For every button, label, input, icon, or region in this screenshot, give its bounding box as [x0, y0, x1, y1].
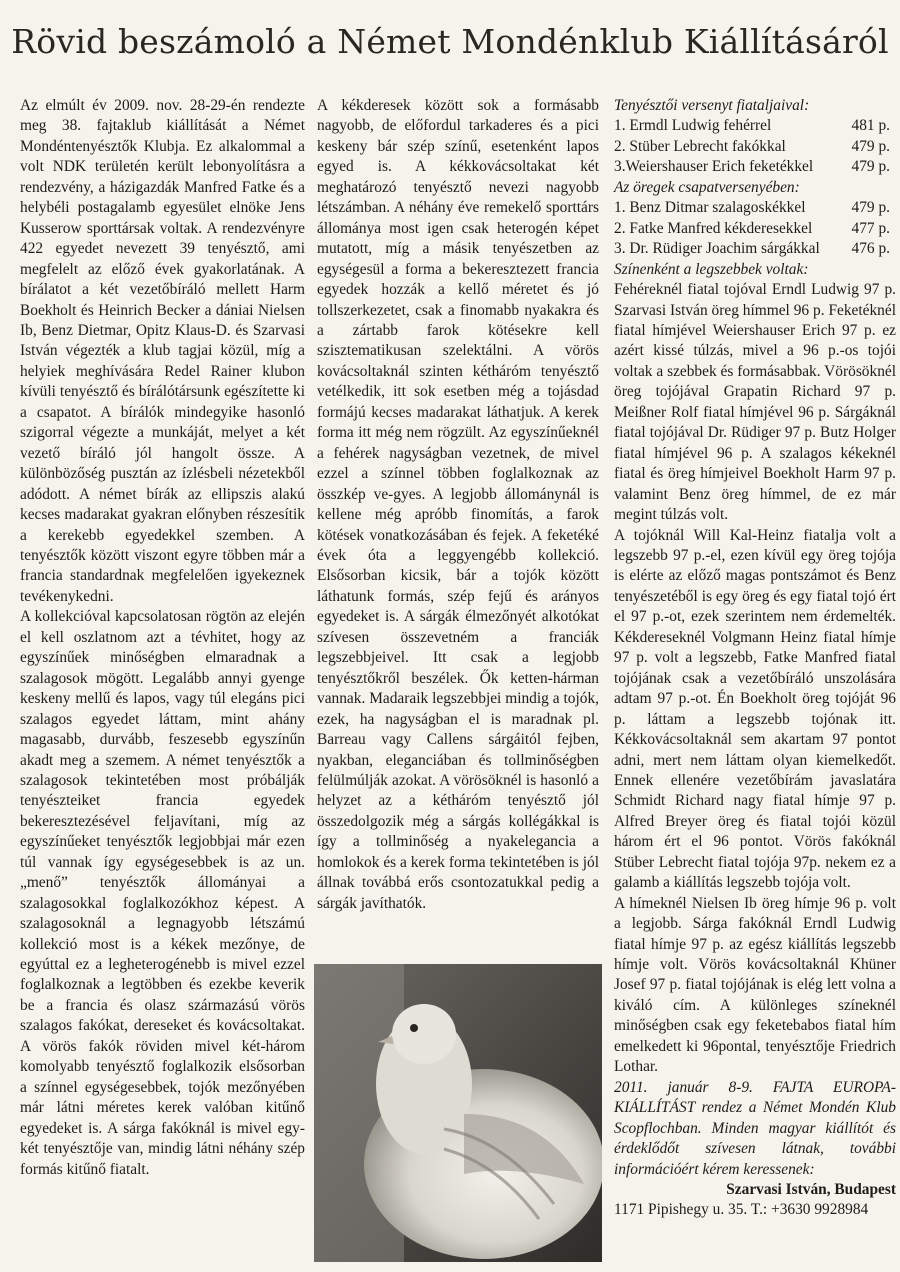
- list-item: 1. Benz Ditmar szalagoskékkel 479 p.: [614, 199, 890, 217]
- article-title: Rövid beszámoló a Német Mondénklub Kiállításáról: [11, 22, 889, 61]
- column-1: [20, 96, 305, 1180]
- column-3: [614, 96, 896, 1221]
- pigeon-photo: [314, 964, 602, 1262]
- list-item: 2. Stüber Lebrecht fakókkal 479 p.: [614, 137, 890, 155]
- author-signature: Szarvasi István, Budapest: [726, 1181, 896, 1199]
- exhibition-notice: 2011. január 8-9. FAJTA EUROPA-KIÁLLÍTÁST rendez a Német Mondén Klub Scopflochban. Minden magyar kiállítót és érdeklődőt szívesen látnak, további információért kérem keressenek:: [614, 1078, 896, 1178]
- paragraph: A tojóknál Will Kal-Heinz fiatalja volt a legszebb 97 p.-el, ezen kívül egy öreg tojója is elérte az előző magas pontszámot és Benz tenyészetéből is egy öreg és egy fiatal tojó ért el 97 p.-ot, ezek szerintem nem érdemelték. Kékdereseknél Volgmann Heinz fiatal hímje 97 p. volt a legszebb, Fatke Manfred fiatal tojójának csak a vezetőbíráló unszolására adtam 97 p.-ot. Én Boekholt öreg tojóját 96 p. láttam a legszebb tojónak itt. Kékkovácsoltaknál sem akartam 97 pontot adni, mert nem láttam olyan kiemelkedőt. Ennek ellenére vezetőbírám javaslatára Schmidt Richard nagy fiatal hímje 97 p. Alfred Breyer öreg és fiatal tojói közül három ért el 96 pontot. Vörös fakóknál Stüber Lebrecht fiatal tojója 97p. nekem ez a galamb a kiállítás legszebb tojója volt.: [614, 526, 896, 892]
- pigeon-illustration: [314, 964, 602, 1262]
- list-item: 2. Fatke Manfred kékderesekkel 477 p.: [614, 219, 890, 237]
- paragraph: A kollekcióval kapcsolatosan rögtön az elején el kell oszlatnom azt a tévhitet, hogy az egyszínűek minőségben elmaradnak a szalagosok mögött. Legalább annyi gyenge keskeny mellű és lapos, vagy túl elegáns pici szalagos egyedet láttam, mint ahány magasabb, durvább, feszesebb egyszínűn akadt meg a szemem. A német tenyésztők a szalagosok tekintetében most próbálják tenyészteiket francia egyedek bekeresztezésével feljavítani, míg az egyszínűeket tenyésztők legjobbjai már ezen túl vannak így egységesebbek is az un. „menő” tenyésztők állományai a szalagosokkal foglalkozókhoz képest. A szalagosoknál a legnagyobb létszámú kollekció most is a kékek mezőnye, de egyúttal ez a legheterogénebb is mivel ezzel foglalkoznak a legtöbben és ezekbe keverik be a francia és olasz származású vörös szalagos fakókat, dereseket és kovácsoltakat. A vörös fakók röviden mivel két-három komolyabb tenyésztő foglalkozik elsősorban a színnel egységesebbek, tojók mezőnyében már látni méretes kerek valóban kitűnő egyedeket is. A sárga fakóknál is mivel egy-két tenyésztője van, mindig látni néhány szép formás kitűnő fiatalt.: [20, 608, 305, 1178]
- young-heading: Tenyésztői versenyt fiataljaival:: [614, 97, 810, 114]
- list-item: 1. Ermdl Ludwig fehérrel 481 p.: [614, 117, 890, 135]
- best-heading: Színenként a legszebbek voltak:: [614, 260, 809, 278]
- paragraph: Az elmúlt év 2009. nov. 28-29-én rendezte meg 38. fajtaklub kiállítását a Német Mondéntenyésztők Klubja. Ez alkalommal a volt NDK területén került lebonyolításra a rendezvény, a házigazdák Manfred Fatke és a helybéli postagalamb egyesület elnöke Jens Kusserow sporttársak voltak. A rendezvényre 422 egyedet nevezett 39 tenyésztő, ami megfelelt az előző évek gyakorlatának. A bírálatot a két vezetőbíráló mellett Harm Boekholt és Heinrich Becker a dániai Nielsen Ib, Benz Dietmar, Opitz Klaus-D. és Szarvasi István végezték a klub tagjai közül, míg a helyiek meghívására Redel Rainer klubon kívüli tenyésztő és bírálótársunk egészítette ki a csapatot. A bírálók mindegyike hasonló szigorral végezte a munkáját, melyet a két vezető bíráló jól hangolt össze. A különbözőség pusztán az ízlésbeli nézetekből adódott. A német bírák az ellipszis alakú kecses madarakat gyakran előnyben részesítik a kerekebb egyedekkel szemben. A tenyésztők között viszont egyre többen már a francia standardnak megfelelően igyekeznek tevékenykedni.: [20, 97, 305, 605]
- paragraph: Fehéreknél fiatal tojóval Erndl Ludwig 97 p. Szarvasi István öreg hímmel 96 p. Feketéknél fiatal hímjével Weiershauser Erich 97 p. ez azért kissé túlzás, mivel a 96 p.-os tojói voltak a szebbek és formásabbak. Vörösöknél öreg tojójával Grapatin Richard 97 p. Meißner Rolf fiatal hímjével 96 p. Sárgáknál fiatal tojójával Dr. Rüdiger 97 p. Butz Holger fiatal hímjével 96 p. A szalagos kékeknél fiatal és öreg hímjeivel Boekholt Harm 97 p. valamint Benz öreg hímmel, de ez már megint túlzás volt.: [614, 281, 896, 524]
- author-address: 1171 Pipishegy u. 35. T.: +3630 9928984: [614, 1201, 869, 1219]
- list-item: 3. Dr. Rüdiger Joachim sárgákkal 476 p.: [614, 240, 890, 258]
- paragraph: A hímeknél Nielsen Ib öreg hímje 96 p. volt a legjobb. Sárga fakóknál Erndl Ludwig fiatal hímje 97 p. az egész kiállítás legszebb hímje volt. Vörös kovácsoltaknál Khüner Josef 97 p. fiatal tojójának is elég lett volna a kiváló cím. A különleges színeknél minőségben csak egy feketebabos fiatal hím emelkedett ki 96pontal, tenyésztője Friedrich Lothar.: [614, 894, 896, 1076]
- column-2: [317, 96, 599, 914]
- old-heading: Az öregek csapatversenyében:: [614, 178, 800, 196]
- paragraph: A kékderesek között sok a formásabb nagyobb, de előfordul tarkaderes és a pici keskeny bár szép színű, esetenként lapos egyed is. A kékkovácsoltakat két meghatározó tenyésztő nevezi nagyobb létszámban. A néhány éve remekelő sporttárs állománya most igen csak heterogén képet mutatott, míg a másik tenyészetben az egységesül a forma a bekeresztezett francia egyedek hozzák a kellő méretet és jó tollszerkezetet, csak a finomabb nyakakra és a zártabb farok kötésekre kell szisztematikusan szelektálni. A vörös kovácsoltaknál szinten kétháróm tenyésztő vetélkedik, itt sok esetben még a tojásdad formájú kecses madarakat láthatjuk. A kerek forma itt még nem rögzült. Az egyszínűeknél a fehérek nagyságban vezetnek, de mivel ezzel a színnel többen foglalkoznak az összkép ve-gyes. A legjobb állománynál is kellene még apróbb finomítás, a farok kötések vonatkozásában és fejek. A feketéké évek óta a leggyengébb kollekció. Elsősorban kicsik, bár a tojók között láthatunk formás, szép fejű és arányos egyedeket is. A sárgák élmezőnyét alkotókat szívesen összevetném a franciák legszebbjeivel. Itt csak a legjobb tenyésztőkről beszélek. Ők ketten-hárman vannak. Madaraik legszebbjei mindig a tojók, ezek, ha nagyságban el is maradnak pl. Barreau vagy Callens sárgáitól fejben, nyakban, eleganciában és tollminőségben felülmúlják azokat. A vörösöknél is hasonló a helyzet az a kétháróm tenyésztő jól összedolgozik még a sárgás kollégákkal is így a tollminőség a nyakelegancia a homlokok és a kerek forma tekintetében is jól állnak továbbá erős csontozatukkal pedig a sárgák javíthatók.: [317, 97, 599, 912]
- list-item: 3.Weiershauser Erich feketékkel 479 p.: [614, 158, 890, 176]
